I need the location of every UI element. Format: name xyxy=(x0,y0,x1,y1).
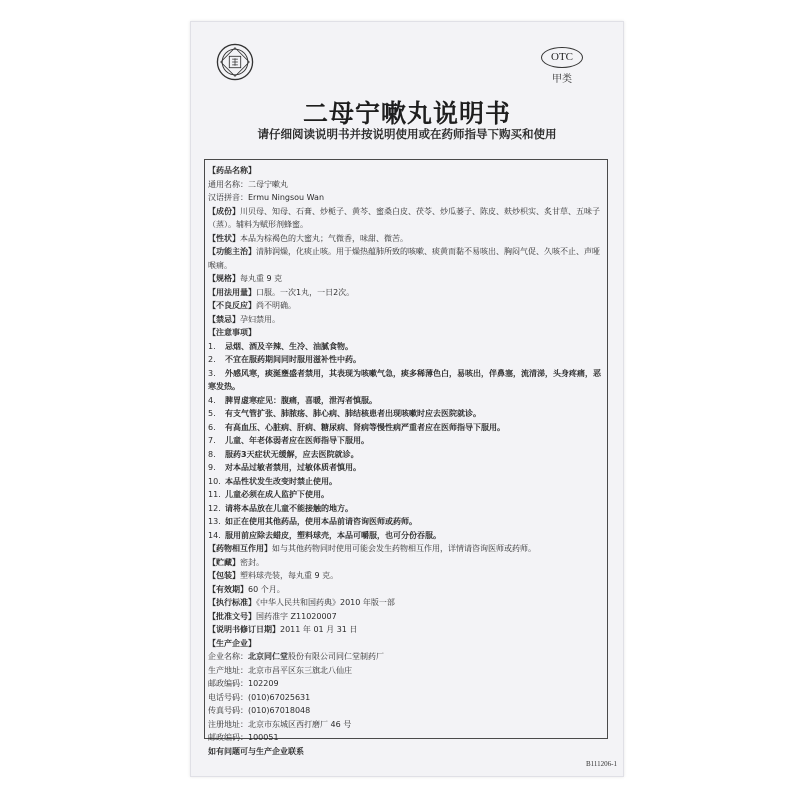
registered-postcode: 邮政编码：100051 xyxy=(208,733,279,742)
character-section xyxy=(208,232,604,246)
otc-class: 甲类 xyxy=(552,74,572,85)
standard-text: 《中华人民共和国药典》2010 年版一部 xyxy=(256,598,395,607)
registered-address: 注册地址：北京市东城区西打磨厂 46 号 xyxy=(208,719,352,729)
instruction-leaflet xyxy=(190,21,624,777)
company-brand: 北京同仁堂 xyxy=(248,651,288,661)
note-text: 儿童、年老体弱者应在医师指导下服用。 xyxy=(225,436,369,445)
notes-heading: 【注意事项】 xyxy=(208,328,256,337)
usage-heading: 【用法用量】 xyxy=(208,287,256,297)
note-number: 1. xyxy=(208,341,216,351)
contact-note: 如有问题可与生产企业联系 xyxy=(208,746,304,756)
note-item xyxy=(208,394,604,408)
spec-section xyxy=(208,272,604,286)
contra-section xyxy=(208,313,604,327)
company-label: 企业名称： xyxy=(208,652,248,661)
production-address: 生产地址：北京市昌平区东三旗北八仙庄 xyxy=(208,665,352,675)
storage-section xyxy=(208,556,604,570)
company-name xyxy=(208,650,604,664)
note-text: 外感风寒，痰涎壅盛者禁用，其表现为咳嗽气急，痰多稀薄色白，易咳出，伴鼻塞，流清涕，头身疼痛，恶寒发热。 xyxy=(208,368,601,391)
note-number: 11. xyxy=(208,490,221,499)
indication-text: 清肺润燥，化痰止咳。用于燥热蕴肺所致的咳嗽、痰黄而黏不易咳出、胸闷气促、久咳不止、声哑喉痛。 xyxy=(208,247,600,270)
note-item xyxy=(208,367,604,394)
note-item xyxy=(208,340,604,354)
note-item xyxy=(208,529,604,543)
phone-number: 电话号码：(010)67025631 xyxy=(208,692,311,702)
note-text: 本品性状发生改变时禁止使用。 xyxy=(225,476,337,486)
note-item xyxy=(208,488,604,502)
revision-text: 2011 年 01 月 31 日 xyxy=(280,625,358,634)
otc-label: OTC xyxy=(541,47,583,68)
note-text: 服用前应除去蜡皮，塑料球壳，本品可嚼服，也可分份吞服。 xyxy=(225,530,441,540)
note-number: 2. xyxy=(208,355,216,364)
interaction-heading: 【药物相互作用】 xyxy=(208,544,272,553)
content-box xyxy=(204,159,608,756)
tongrentang-logo-icon xyxy=(216,43,254,81)
generic-name: 通用名称：二母宁嗽丸 xyxy=(208,179,288,189)
ingredients-section xyxy=(208,205,604,232)
standard-section xyxy=(208,596,604,610)
usage-text: 口服。一次1丸，一日2次。 xyxy=(256,287,355,297)
note-text: 对本品过敏者禁用，过敏体质者慎用。 xyxy=(225,463,361,472)
note-item xyxy=(208,407,604,421)
note-text: 有高血压、心脏病、肝病、糖尿病、肾病等慢性病严重者应在医师指导下服用。 xyxy=(225,422,505,432)
package-heading: 【包装】 xyxy=(208,571,240,580)
note-number: 8. xyxy=(208,449,216,459)
note-item xyxy=(208,475,604,489)
note-text: 脾胃虚寒症见：腹痛，喜暖，泄泻者慎服。 xyxy=(225,395,377,405)
print-code: B111206-1 xyxy=(586,760,617,768)
document-title: 二母宁嗽丸说明书 xyxy=(302,99,511,128)
pinyin-name: 汉语拼音：Ermu Ningsou Wan xyxy=(208,193,325,202)
note-item xyxy=(208,421,604,435)
revision-section xyxy=(208,623,604,637)
note-number: 14. xyxy=(208,530,221,540)
adverse-section xyxy=(208,299,604,313)
note-item xyxy=(208,353,604,367)
note-text: 如正在使用其他药品，使用本品前请咨询医师或药师。 xyxy=(225,517,417,526)
usage-section xyxy=(208,286,604,300)
note-number: 6. xyxy=(208,422,216,432)
storage-text: 密封。 xyxy=(240,557,264,567)
note-number: 3. xyxy=(208,368,216,378)
package-text: 塑料球壳装，每丸重 9 克。 xyxy=(240,571,339,580)
note-number: 9. xyxy=(208,463,216,472)
note-item xyxy=(208,434,604,448)
validity-text: 60 个月。 xyxy=(248,584,285,594)
spec-text: 每丸重 9 克 xyxy=(240,274,283,283)
indication-heading: 【功能主治】 xyxy=(208,247,256,256)
note-text: 请将本品放在儿童不能接触的地方。 xyxy=(225,503,353,513)
company-heading: 【生产企业】 xyxy=(208,638,256,648)
note-number: 13. xyxy=(208,517,221,526)
note-text: 服药3天症状无缓解，应去医院就诊。 xyxy=(225,449,359,459)
note-number: 12. xyxy=(208,503,221,513)
character-heading: 【性状】 xyxy=(208,233,240,243)
spec-heading: 【规格】 xyxy=(208,274,240,283)
storage-heading: 【贮藏】 xyxy=(208,557,240,567)
contra-heading: 【禁忌】 xyxy=(208,314,240,324)
interaction-text: 如与其他药物同时使用可能会发生药物相互作用，详情请咨询医师或药师。 xyxy=(272,544,536,553)
otc-marker xyxy=(541,47,583,85)
ingredients-text: 川贝母、知母、石膏、炒栀子、黄芩、蜜桑白皮、茯苓、炒瓜蒌子、陈皮、麸炒枳实、炙甘草、五味子（蒸）。辅料为赋形剂蜂蜜。 xyxy=(208,206,600,229)
note-number: 7. xyxy=(208,436,216,445)
fax-number: 传真号码：(010)67018048 xyxy=(208,706,311,715)
approval-heading: 【批准文号】 xyxy=(208,611,256,621)
postcode: 邮政编码：102209 xyxy=(208,679,279,688)
contra-text: 孕妇禁用。 xyxy=(240,314,280,324)
note-item xyxy=(208,502,604,516)
note-item xyxy=(208,448,604,462)
adverse-heading: 【不良反应】 xyxy=(208,301,256,310)
note-text: 忌烟、酒及辛辣、生冷、油腻食物。 xyxy=(225,341,353,351)
standard-heading: 【执行标准】 xyxy=(208,598,256,607)
note-item xyxy=(208,461,604,475)
note-number: 10. xyxy=(208,476,221,486)
character-text: 本品为棕褐色的大蜜丸；气微香，味甜、微苦。 xyxy=(240,233,408,243)
note-number: 4. xyxy=(208,395,216,405)
approval-section xyxy=(208,610,604,624)
note-item xyxy=(208,515,604,529)
interaction-section xyxy=(208,542,604,556)
drug-name-heading: 【药品名称】 xyxy=(208,166,256,175)
validity-section xyxy=(208,583,604,597)
package-section xyxy=(208,569,604,583)
revision-heading: 【说明书修订日期】 xyxy=(208,625,280,634)
adverse-text: 尚不明确。 xyxy=(256,301,296,310)
validity-heading: 【有效期】 xyxy=(208,584,248,594)
note-text: 儿童必须在成人监护下使用。 xyxy=(225,490,329,499)
note-text: 有支气管扩张、肺脓疡、肺心病、肺结核患者出现咳嗽时应去医院就诊。 xyxy=(225,409,481,418)
content-body xyxy=(208,164,604,758)
document-subtitle: 请仔细阅读说明书并按说明使用或在药师指导下购买和使用 xyxy=(257,127,557,141)
ingredients-heading: 【成份】 xyxy=(208,206,240,216)
approval-text: 国药准字 Z11020007 xyxy=(256,611,337,621)
company-rest: 股份有限公司同仁堂制药厂 xyxy=(288,652,384,661)
indication-section xyxy=(208,245,604,272)
note-text: 不宜在服药期间同时服用滋补性中药。 xyxy=(225,355,361,364)
note-number: 5. xyxy=(208,409,216,418)
